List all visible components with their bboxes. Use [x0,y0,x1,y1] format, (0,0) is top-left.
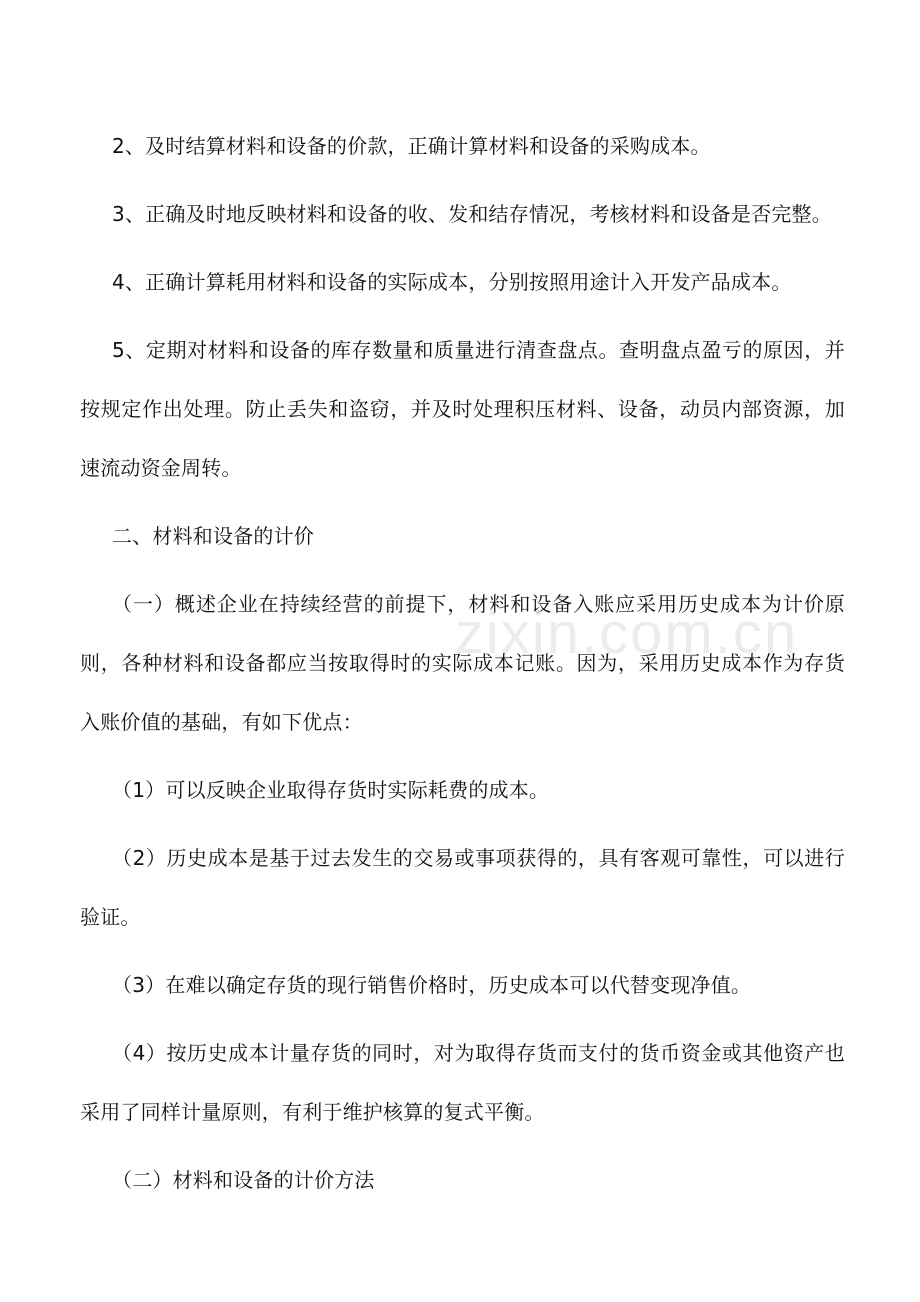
watermark: zixin.com.cn [455,601,799,666]
subsection-heading-methods: （二）材料和设备的计价方法 [112,1168,375,1192]
advantage-item-3: （3）在难以确定存货的现行销售价格时，历史成本可以代替变现净值。 [112,973,752,997]
advantage-item-4: （4）按历史成本计量存货的同时，对为取得存货而支付的货币资金或其他资产也采用了同样计量原则，有利于维护核算的复式平衡。 [80,1041,845,1124]
paragraph-item-4: 4、正确计算耗用材料和设备的实际成本，分别按照用途计入开发产品成本。 [112,270,792,294]
paragraph-item-5: 5、定期对材料和设备的库存数量和质量进行清查盘点。查明盘点盈亏的原因，并按规定作出处理。防止丢失和盗窃，并及时处理积压材料、设备，动员内部资源，加速流动资金周转。 [80,338,845,480]
paragraph-item-2: 2、及时结算材料和设备的价款，正确计算材料和设备的采购成本。 [112,134,711,158]
paragraph-item-3: 3、正确及时地反映材料和设备的收、发和结存情况，考核材料和设备是否完整。 [112,202,832,226]
advantage-item-2: （2）历史成本是基于过去发生的交易或事项获得的，具有客观可靠性，可以进行验证。 [80,846,845,929]
section-heading-valuation: 二、材料和设备的计价 [112,524,314,548]
paragraph-overview: （一）概述企业在持续经营的前提下，材料和设备入账应采用历史成本为计价原则，各种材料和设备都应当按取得时的实际成本记账。因为，采用历史成本作为存货入账价值的基础，有如下优点： [80,592,845,734]
advantage-item-1: （1）可以反映企业取得存货时实际耗费的成本。 [112,778,550,802]
document-body [80,117,845,1219]
